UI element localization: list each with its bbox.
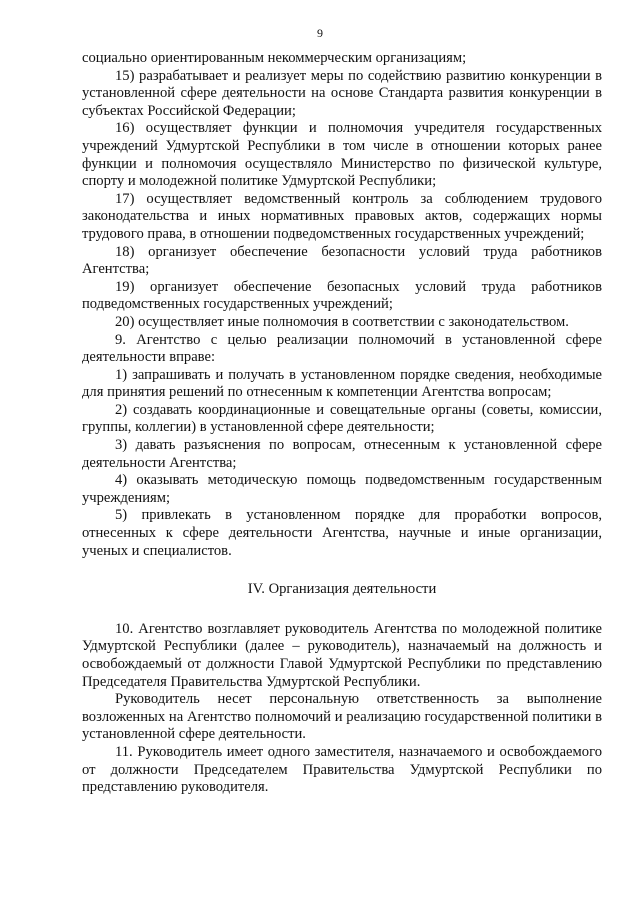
document-body — [82, 50, 602, 797]
section-heading: IV. Организация деятельности — [247, 581, 437, 598]
paragraph-clause-11: 11. Руководитель имеет одного заместителя, назначаемого и освобождаемого от должности Председателем Правительства Удмуртской Республики по представлению руководителя. — [82, 743, 602, 796]
paragraph-item-15: 15) разрабатывает и реализует меры по содействию развитию конкуренции в установленной сфере деятельности на основе Стандарта развития конкуренции в субъектах Российской Федерации; — [82, 67, 602, 119]
paragraph-right-4: 4) оказывать методическую помощь подведомственным государственным учреждениям; — [82, 472, 602, 506]
paragraph-item-18: 18) организует обеспечение безопасности условий труда работников Агентства; — [82, 243, 602, 278]
paragraph-continuation: социально ориентированным некоммерческим организациям; — [82, 50, 467, 66]
paragraph-clause-10: 10. Агентство возглавляет руководитель Агентства по молодежной политике Удмуртской Республики (далее – руководитель), назначаемый на должность и освобождаемый от должности Главой Удмуртской Республики по представлению Председателя Правительства Удмуртской Республики. — [82, 620, 602, 690]
paragraph-clause-9: 9. Агентство с целью реализации полномочий в установленной сфере деятельности вправе: — [82, 331, 602, 366]
paragraph-item-20: 20) осуществляет иные полномочия в соответствии с законодательством. — [115, 313, 569, 330]
paragraph-item-17: 17) осуществляет ведомственный контроль за соблюдением трудового законодательства и иных нормативных правовых актов, содержащих нормы трудового права, в отношении подведомственных государственных учреждений; — [82, 190, 602, 242]
paragraph-right-1: 1) запрашивать и получать в установленном порядке сведения, необходимые для принятия решений по отнесенным к компетенции Агентства вопросам; — [82, 366, 602, 401]
paragraph-right-3: 3) давать разъяснения по вопросам, отнесенным к установленной сфере деятельности Агентства; — [82, 437, 602, 471]
paragraph-item-19: 19) организует обеспечение безопасных условий труда работников подведомственных государственных учреждений; — [82, 278, 602, 313]
paragraph-right-2: 2) создавать координационные и совещательные органы (советы, комиссии, группы, коллегии) в установленной сфере деятельности; — [82, 401, 602, 436]
paragraph-responsibility: Руководитель несет персональную ответственность за выполнение возложенных на Агентство полномочий и реализацию государственной политики в установленной сфере деятельности. — [82, 691, 602, 743]
paragraph-item-16: 16) осуществляет функции и полномочия учредителя государственных учреждений Удмуртской Республики в том числе в отношении которых ранее функции и полномочия осуществляло Министерство по физической культуре, спорту и молодежной политике Удмуртской Республики; — [82, 120, 602, 190]
paragraph-right-5: 5) привлекать в установленном порядке для проработки вопросов, отнесенных к сфере деятельности Агентства, научные и иные организации, ученых и специалистов. — [82, 507, 602, 559]
page-number: 9 — [317, 26, 323, 40]
